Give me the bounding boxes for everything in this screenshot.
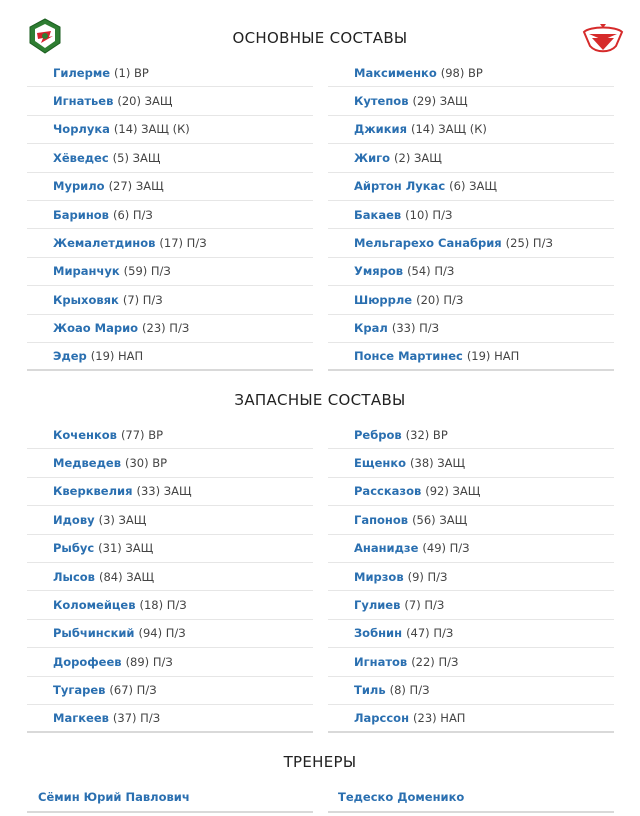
player-name-link[interactable]: Идову [53, 512, 95, 527]
home-coach[interactable] [27, 783, 313, 813]
player-name-link[interactable]: Гилерме [53, 65, 111, 80]
player-name-link[interactable]: Джикия [354, 122, 407, 137]
player-number-position: (31) ЗАЩ [98, 541, 154, 556]
player-name-link[interactable]: Баринов [53, 207, 109, 222]
player-row [27, 144, 313, 172]
player-row [328, 506, 614, 534]
player-name-link[interactable]: Кверквелия [53, 484, 133, 499]
player-row [328, 563, 614, 591]
player-name-link[interactable]: Гулиев [354, 598, 401, 613]
player-name-link[interactable]: Айртон Лукас [354, 179, 446, 194]
player-name-link[interactable]: Бакаев [354, 207, 402, 222]
player-number-position: (23) НАП [413, 711, 466, 726]
player-name-link[interactable]: Коломейцев [53, 598, 136, 613]
player-row [27, 677, 313, 705]
home-main-lineup [27, 59, 313, 371]
player-number-position: (27) ЗАЩ [108, 179, 164, 194]
player-number-position: (67) П/З [109, 683, 157, 698]
player-number-position: (9) П/З [407, 569, 448, 584]
player-number-position: (32) ВР [405, 427, 448, 442]
player-number-position: (6) П/З [112, 207, 153, 222]
player-name-link[interactable]: Рыбчинский [53, 626, 135, 641]
player-row [27, 648, 313, 676]
player-number-position: (98) ВР [440, 65, 483, 80]
coaches-title: ТРЕНЕРЫ [283, 753, 357, 771]
player-row [27, 201, 313, 229]
home-subs-lineup [27, 421, 313, 733]
player-row [328, 478, 614, 506]
player-number-position: (84) ЗАЩ [98, 569, 155, 584]
player-number-position: (59) П/З [123, 264, 171, 279]
player-name-link[interactable]: Эдер [53, 349, 87, 364]
player-row [27, 258, 313, 286]
player-row [328, 229, 614, 257]
player-name-link[interactable]: Жемалетдинов [53, 236, 156, 251]
player-name-link[interactable]: Мельгарехо Санабрия [354, 236, 502, 251]
player-name-link[interactable]: Рассказов [354, 484, 422, 499]
player-row [328, 258, 614, 286]
player-row [27, 563, 313, 591]
player-number-position: (37) П/З [112, 711, 161, 726]
player-row [27, 705, 313, 733]
player-name-link[interactable]: Жиго [354, 150, 391, 165]
player-number-position: (30) ВР [124, 456, 168, 471]
player-name-link[interactable]: Игнатов [354, 654, 408, 669]
player-number-position: (10) П/З [405, 207, 453, 222]
player-row [328, 87, 614, 115]
player-name-link[interactable]: Коченков [53, 427, 117, 442]
player-row [328, 144, 614, 172]
player-name-link[interactable]: Крыховяк [53, 292, 119, 307]
player-name-link[interactable]: Гапонов [354, 512, 409, 527]
home-coach-name[interactable]: Сёмин Юрий Павлович [38, 790, 190, 804]
player-number-position: (19) НАП [466, 349, 520, 364]
player-name-link[interactable]: Ещенко [354, 456, 407, 471]
spartak-logo-icon [580, 20, 626, 56]
player-number-position: (7) П/З [404, 598, 445, 613]
player-name-link[interactable]: Игнатьев [53, 94, 114, 109]
player-name-link[interactable]: Шюррле [354, 292, 413, 307]
player-row [27, 535, 313, 563]
player-name-link[interactable]: Ананидзе [354, 541, 419, 556]
away-subs-lineup [328, 421, 614, 733]
player-name-link[interactable]: Мурило [53, 179, 105, 194]
player-number-position: (33) ЗАЩ [136, 484, 192, 499]
subs-title: ЗАПАСНЫЕ СОСТАВЫ [234, 391, 406, 409]
player-row [328, 201, 614, 229]
player-name-link[interactable]: Тиль [354, 683, 386, 698]
player-number-position: (25) П/З [505, 236, 553, 251]
player-row [27, 286, 313, 314]
player-name-link[interactable]: Мирзов [354, 569, 404, 584]
player-row [27, 59, 313, 87]
player-row [328, 591, 614, 619]
player-name-link[interactable]: Хёведес [53, 150, 109, 165]
player-number-position: (5) ЗАЩ [112, 150, 161, 165]
player-number-position: (14) ЗАЩ (К) [113, 122, 190, 137]
player-number-position: (20) ЗАЩ [117, 94, 173, 109]
player-row [328, 648, 614, 676]
player-name-link[interactable]: Миранчук [53, 264, 120, 279]
player-number-position: (22) П/З [411, 654, 459, 669]
player-number-position: (49) П/З [422, 541, 470, 556]
away-coach[interactable] [328, 783, 614, 813]
player-row [328, 286, 614, 314]
player-row [27, 506, 313, 534]
player-row [27, 116, 313, 144]
player-row [27, 229, 313, 257]
player-name-link[interactable]: Ларссон [354, 711, 410, 726]
player-name-link[interactable]: Медведев [53, 456, 121, 471]
player-row [27, 620, 313, 648]
player-number-position: (19) НАП [90, 349, 144, 364]
player-number-position: (23) П/З [142, 321, 190, 336]
player-name-link[interactable]: Чорлука [53, 122, 110, 137]
player-row [27, 343, 313, 371]
player-number-position: (6) ЗАЩ [449, 179, 497, 194]
player-name-link[interactable]: Рыбус [53, 541, 95, 556]
player-name-link[interactable]: Крал [354, 321, 388, 336]
player-number-position: (20) П/З [416, 292, 464, 307]
player-number-position: (89) П/З [125, 654, 173, 669]
player-row [27, 478, 313, 506]
away-coach-name[interactable]: Тедеско Доменико [338, 790, 465, 804]
player-number-position: (2) ЗАЩ [394, 150, 442, 165]
player-number-position: (17) П/З [159, 236, 207, 251]
player-name-link[interactable]: Умяров [354, 264, 404, 279]
player-row [27, 315, 313, 343]
player-name-link[interactable]: Зобнин [354, 626, 403, 641]
player-number-position: (3) ЗАЩ [98, 512, 147, 527]
player-number-position: (92) ЗАЩ [425, 484, 481, 499]
player-number-position: (47) П/З [406, 626, 454, 641]
player-name-link[interactable]: Понсе Мартинес [354, 349, 463, 364]
player-row [328, 421, 614, 449]
player-row [328, 620, 614, 648]
player-number-position: (38) ЗАЩ [410, 456, 466, 471]
main-lineups-title: ОСНОВНЫЕ СОСТАВЫ [232, 29, 408, 47]
player-row [328, 343, 614, 371]
player-row [328, 116, 614, 144]
player-name-link[interactable]: Кутепов [354, 94, 409, 109]
player-number-position: (8) П/З [389, 683, 430, 698]
player-row [328, 677, 614, 705]
player-number-position: (7) П/З [122, 292, 163, 307]
player-number-position: (77) ВР [120, 427, 164, 442]
player-row [27, 421, 313, 449]
player-name-link[interactable]: Тугарев [53, 683, 106, 698]
player-name-link[interactable]: Лысов [53, 569, 95, 584]
player-row [27, 591, 313, 619]
player-number-position: (33) П/З [391, 321, 439, 336]
player-name-link[interactable]: Магкеев [53, 711, 109, 726]
player-row [328, 173, 614, 201]
player-row [328, 449, 614, 477]
player-number-position: (29) ЗАЩ [412, 94, 468, 109]
away-main-lineup [328, 59, 614, 371]
player-name-link[interactable]: Дорофеев [53, 654, 122, 669]
player-row [328, 315, 614, 343]
player-number-position: (1) ВР [114, 65, 149, 80]
player-row [27, 449, 313, 477]
player-row [328, 535, 614, 563]
player-row [328, 705, 614, 733]
player-row [328, 59, 614, 87]
player-number-position: (94) П/З [138, 626, 186, 641]
player-row [27, 173, 313, 201]
player-number-position: (18) П/З [139, 598, 187, 613]
player-name-link[interactable]: Ребров [354, 427, 402, 442]
player-row [27, 87, 313, 115]
player-number-position: (54) П/З [407, 264, 455, 279]
player-number-position: (56) ЗАЩ [412, 512, 468, 527]
player-name-link[interactable]: Жоао Марио [53, 321, 139, 336]
player-number-position: (14) ЗАЩ (К) [411, 122, 487, 137]
player-name-link[interactable]: Максименко [354, 65, 437, 80]
